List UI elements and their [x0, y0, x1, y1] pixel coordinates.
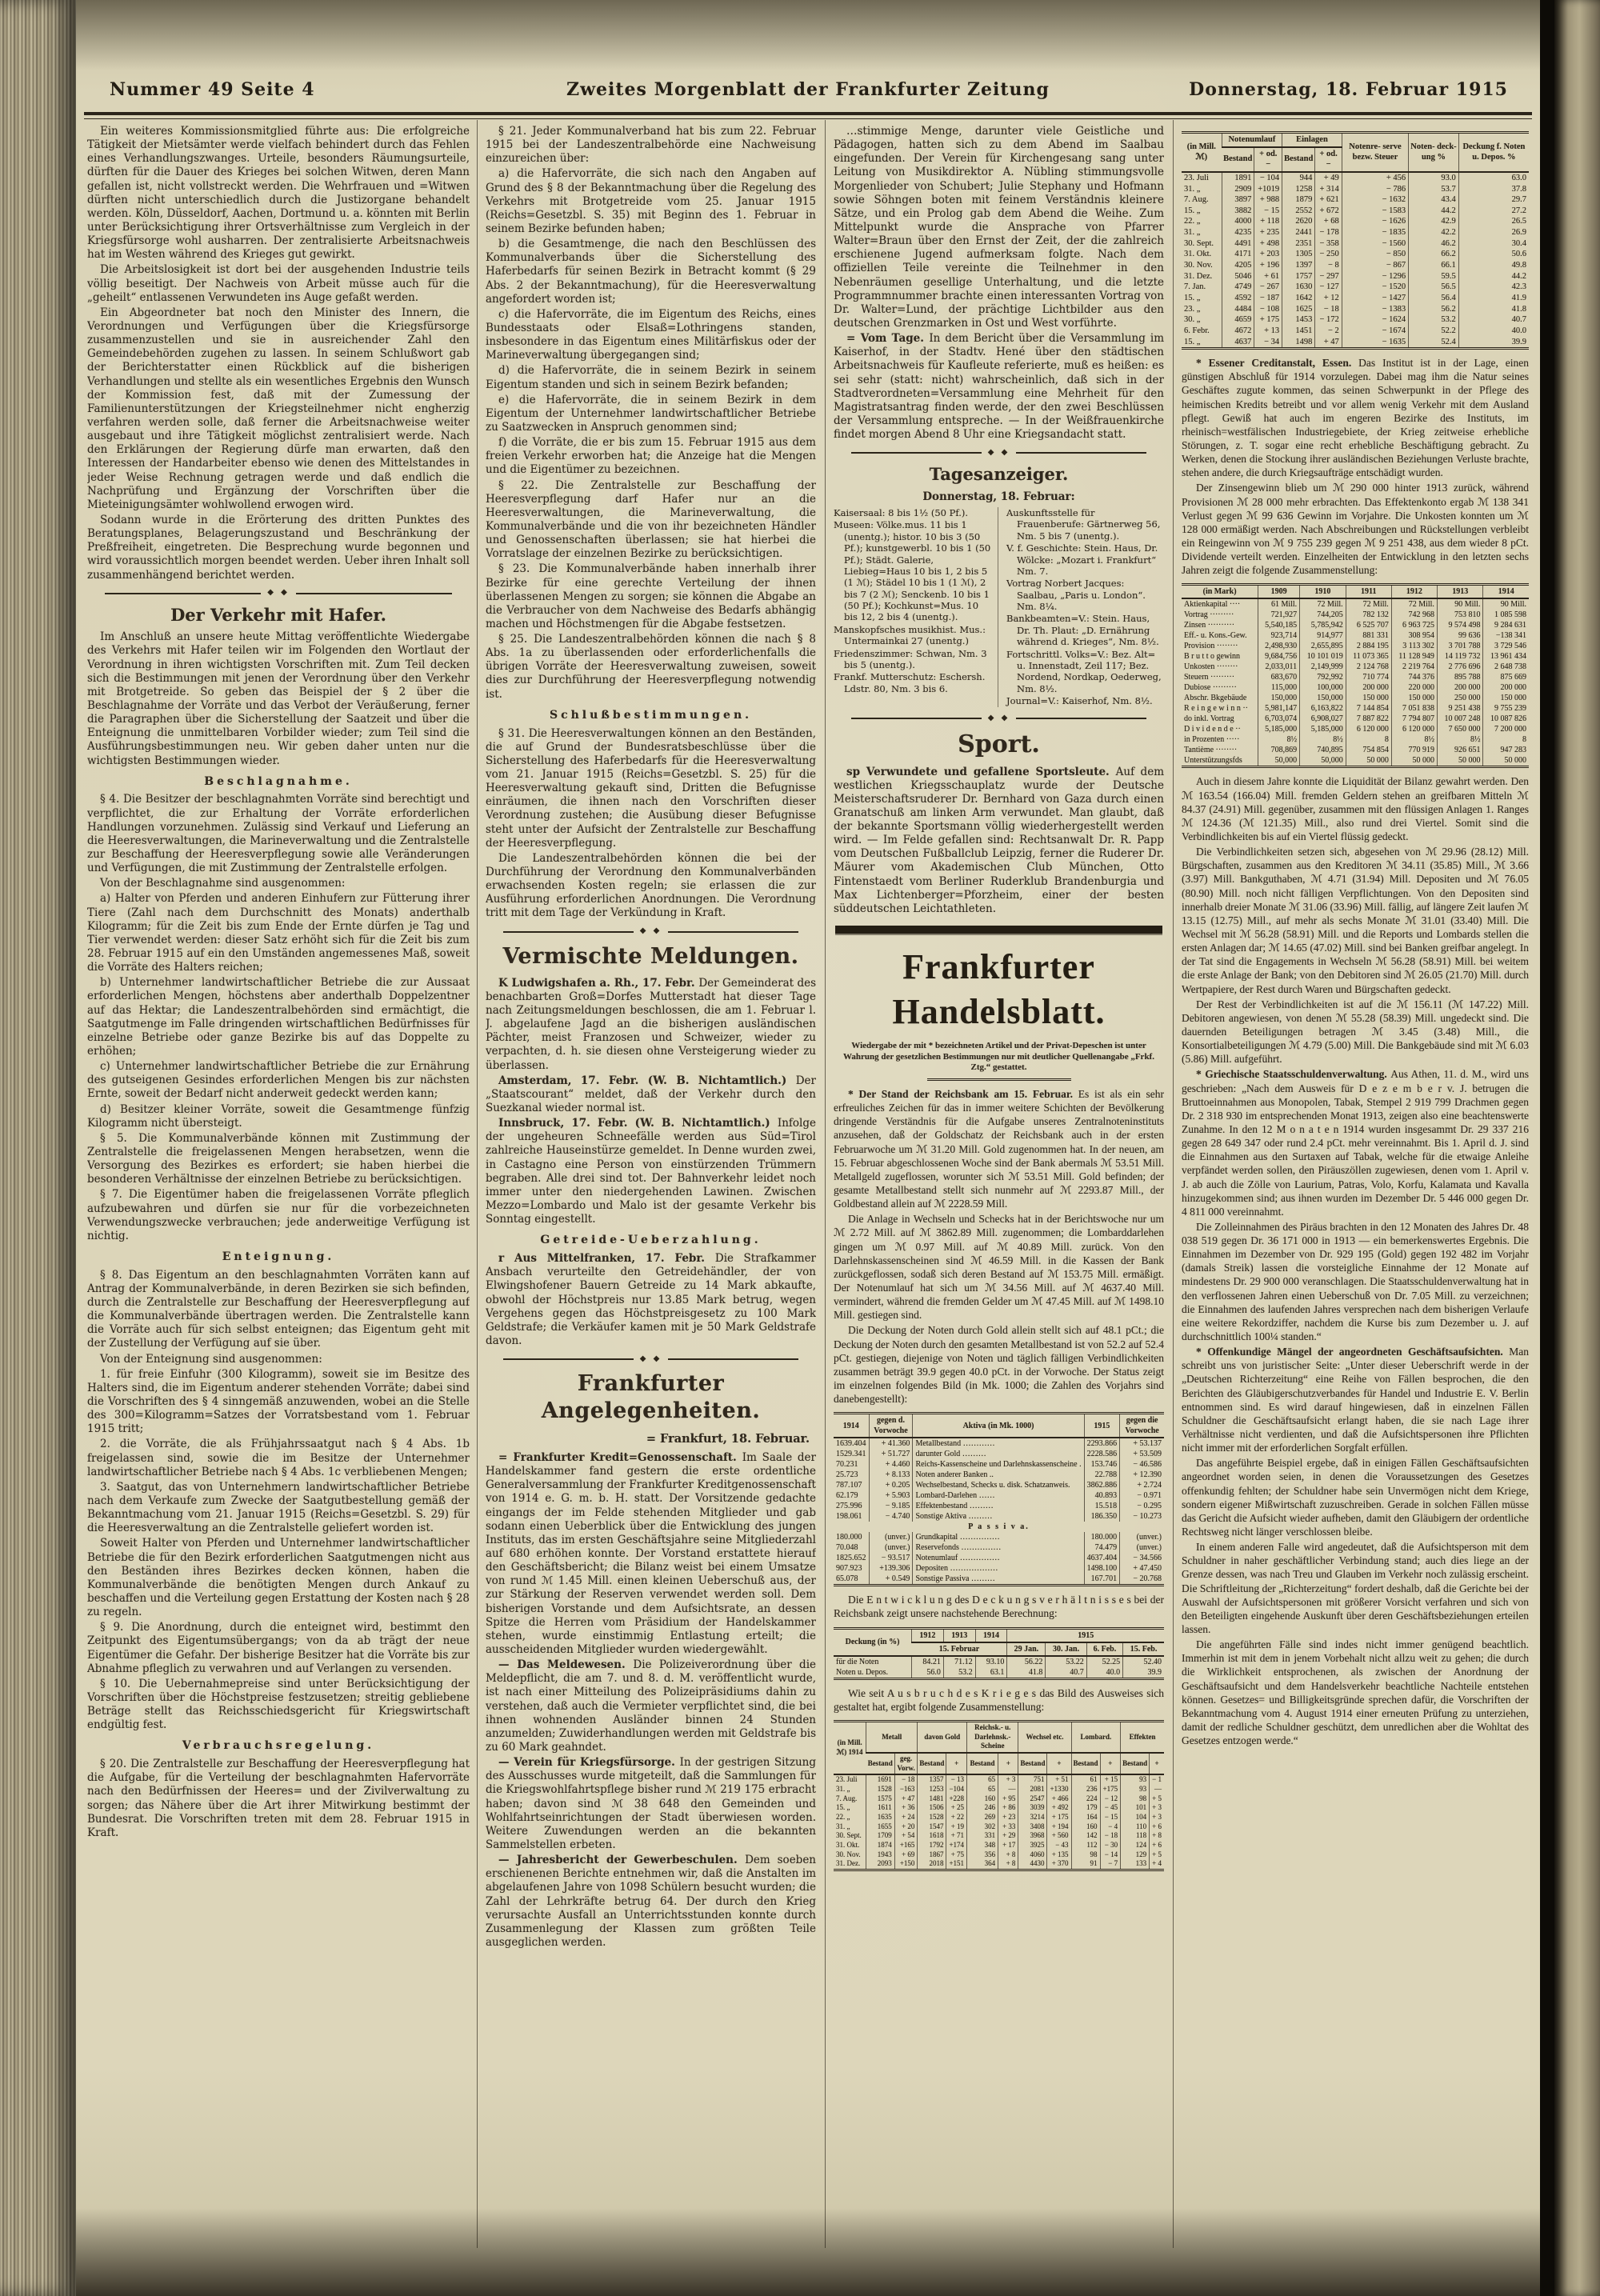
notenumlauf-table	[1182, 131, 1529, 350]
tagesanzeiger-date: Donnerstag, 18. Februar:	[922, 490, 1075, 503]
table-header-cell: Einlagen	[1282, 133, 1342, 147]
table-header-cell: Notenumlauf	[1222, 133, 1282, 147]
table-row: Provision ········ 2,498,930 2,655,895 2 884 195 3 113 302 3 701 788 3 729 546	[1182, 641, 1529, 651]
paragraph: Die Arbeitslosigkeit ist dort bei der ausgehenden Industrie teils völlig beseitigt. Der Nachweis von Arbeit müsse auch für die „geheilt“ entlassenen Verwundeten ins Auge gefaßt werden.	[87, 263, 470, 304]
paragraph: Von der Enteignung sind ausgenommen:	[100, 1352, 322, 1366]
table-row: Aktienkapital ···· 61 Mill. 72 Mill. 72 Mill. 72 Mill. 90 Mill. 90 Mill.	[1182, 598, 1529, 610]
verordnung-continued	[486, 125, 816, 702]
subheading-schlussbestimmungen: Schlußbestimmungen.	[549, 708, 753, 722]
data-table	[834, 1412, 1164, 1586]
table-row: 70.231 + 4.460 Reichs-Kassenscheine und Darlehnskassenscheine . 153.746 − 46.586	[834, 1459, 1164, 1470]
table-header-cell: davon Gold	[918, 1721, 967, 1753]
newspaper-page	[76, 0, 1540, 2296]
table-header-cell: Bestand	[1222, 147, 1254, 172]
table-header-cell: +	[1150, 1753, 1164, 1774]
column-2	[486, 125, 816, 2242]
sport-section	[834, 766, 1164, 917]
table-header-cell: Bestand	[967, 1753, 998, 1774]
kriegs-entwicklung-table	[834, 1720, 1164, 1871]
table-row: 1639.404 + 41.360 Metallbestand ………… 2293.866 + 53.137	[834, 1438, 1164, 1449]
paragraph: …stimmige Menge, darunter viele Geistliche und Pädagogen, hatten sich zu dem Abend im Saalbau eingefunden. Der Verein für Kirchengesang sang unter Leitung von Musikdirektor A. Nübling stimmungsvolle Morgenlieder von Schubert; Julie Stephany und Hofmann sowie Söhngen boten mit feinem Verständnis kleinere Sätze, und ein Prolog gab dem Abend die Weihe. Zum Mittelpunkt wurde die Ansprache von Pfarrer Walter=Braun über den Ernst der Zeit, der die zahlreich erschienene Jugend aufmerksam folgte. Nach dem offiziellen Teile vereinte die Teilnehmer in den Nebenräumen gesellige Unterhaltung, und die letzte Programmnummer brachte einen interessanten Vortrag von Dr. Walter=Lund, der prächtige Lichtbilder aus den deutschen Grenzmarken in Ost und West vorführte.	[834, 125, 1164, 330]
table-row: Zinsen ·········· 5,540,185 5,785,942 6 525 707 6 963 725 9 574 498 9 284 631	[1182, 620, 1529, 630]
column-divider	[1173, 120, 1174, 2248]
table-header-cell: Reichsk.- u. Darlehnsk.-Scheine	[967, 1721, 1018, 1753]
paragraph: § 9. Die Anordnung, durch die enteignet wird, bestimmt den Zeitpunkt des Eigentumsübergangs; von da ab trägt der neue Eigentümer die Gefahr. Der bisherige Besitzer hat die Vorräte bis zur Abnahme pfleglich zu verwahren und auf Verlangen zu versenden.	[87, 1621, 470, 1675]
issue-date: Donnerstag, 18. Februar 1915	[1189, 79, 1508, 100]
paragraph: sp Verwundete und gefallene Sportsleute. Auf dem westlichen Kriegsschauplatz wurde der Deutsche Meisterschaftsruderer Dr. Bernhard von Gaza durch einen Granatschuß am linken Arm verwundet. Man glaubt, daß der bekannte Sportsmann völlig wiederhergestellt werden wird. — Im Felde gefallen sind: Rechtsanwalt Dr. R. Papp vom Deutschen Fußballclub Leipzig, ferner die Ruderer Dr. Mäurer vom Akademischen Club München, Otto Fintenstaedt vom Berliner Ruderklub Brandenburgia und Max Lichtenberger=Pforzheim, einer der besten süddeutschen Leichtathleten.	[834, 765, 1164, 915]
table-header-cell: Bestand	[866, 1753, 895, 1774]
subheading-getreide: Getreide-Ueberzahlung.	[540, 1234, 762, 1247]
table-row: 7. Jan. 4749 − 267 1630 − 127 − 1520 56.5 42.3	[1182, 282, 1529, 293]
page-number: Nummer 49 Seite 4	[110, 79, 315, 100]
paragraph: Sodann wurde in die Erörterung des dritten Punktes des Beratungsplanes, Belagerungszustand und Beschränkung der Preßfreiheit, eingetreten. Die Besprechung wurde begonnen und wird voraussichtlich morgen beendet werden. Ueber ihren Inhalt soll zusammenhängend berichtet werden.	[87, 513, 470, 582]
table-header-cell: 15. Feb.	[1123, 1642, 1164, 1656]
table-header-cell: 1910	[1300, 585, 1346, 599]
paragraph: Amsterdam, 17. Febr. (W. B. Nichtamtlich.) Der „Staatscourant“ meldet, daß der Verkehr durch den Suezkanal wieder normal ist.	[486, 1074, 816, 1115]
table-header-cell: 1913	[1437, 585, 1483, 599]
data-table	[834, 1627, 1164, 1680]
data-table	[834, 1720, 1164, 1871]
paragraph: § 20. Die Zentralstelle zur Beschaffung der Heeresverpflegung hat die Aufgabe, für die Verteilung der beschlagnahmten Hafervorräte nach den Bedürfnissen der Heeres= und der Zivilverwaltung zu sorgen; das Nähere über die Art ihrer Mitwirkung bestimmt der Bundesrat. Die Vorschriften treten mit dem 28. Februar 1915 in Kraft.	[87, 1758, 470, 1839]
table-header-cell: 1912	[912, 1628, 944, 1642]
ornament-divider: ◆ ◆	[503, 1356, 798, 1362]
column-4	[1182, 125, 1529, 2242]
table-row: 31. „ 2909 +1019 1258 + 314 − 786 53.7 37.8	[1182, 184, 1529, 195]
book-page-edges	[0, 0, 76, 2296]
table-row: 787.107 + 0.205 Wechselbestand, Schecks u. disk. Schatzanweis. 3862.886 + 2.724	[834, 1480, 1164, 1490]
paragraph: Die Verbindlichkeiten setzen sich, abgesehen von ℳ 29.96 (28.12) Mill. Bürgschaften, zusammen aus den Kreditoren ℳ 34.11 (35.85) Mill., ℳ 3.66 (3.97) Mill. Bankguthaben, ℳ 4.71 (31.94) Mill. Depositen und ℳ 76.05 (80.90) Mill. noch nicht fälligen Verpflichtungen. Von den Depositen sind innerhalb dreier Monate ℳ 31.06 (33.96) Mill. fällig, auf längere Zeit laufen ℳ 13.15 (12.75) Mill., auf mehr als sechs Monate ℳ 31.01 (33.40) Mill. Die Wechsel mit ℳ 56.28 (58.91) Mill. und die Reports und Lombards stellen die ersten Anlagen dar; ℳ 14.65 (47.02) Mill. sind bei Banken greifbar angelegt. In der Tat sind die Engagements in Wechseln ℳ 56.28 (58.91) Mill. bei weitem die erste Anlage der Bank; von den Debitoren sind ℳ 26.05 (21.70) Mill. durch Wertpapiere, der Rest durch Waren und Bürgschaften gedeckt.	[1182, 846, 1529, 995]
paragraph: § 8. Das Eigentum an den beschlagnahmten Vorräten kann auf Antrag der Kommunalverbände, in deren Bezirken sie sich befinden, durch die Zentralstelle zur Beschaffung der Heeresverpflegung auf die Kommunalverbände übertragen werden. Die Zentralstelle kann die Vorräte auch für sich selbst enteignen; das Eigentum geht mit der Zustellung der Verfügung auf sie über.	[87, 1268, 470, 1350]
ausbruch-intro: Wie seit A u s b r u c h d e s K r i e g e s das Bild des Ausweises sich gestaltet hat, ergibt folgende Zusammenstellung:	[834, 1686, 1164, 1713]
table-row: 23. „ 4484 − 108 1625 − 18 − 1383 56.2 41.8	[1182, 304, 1529, 315]
table-header-cell: +	[1100, 1753, 1121, 1774]
table-header-cell: 1911	[1346, 585, 1391, 599]
verbrauchsregelung-section	[87, 1758, 470, 1840]
listing-line: V. f. Geschichte: Stein. Haus, Dr. Wölcke: „Mozart i. Frankfurt“ Nm. 7.	[1006, 542, 1158, 577]
table-header-cell: 1914	[1483, 585, 1529, 599]
table-header-cell: Bestand	[1071, 1753, 1100, 1774]
paragraph: — Das Meldewesen. Die Polizeiverordnung über die Meldepflicht, die am 7. und 8. d. M. veröffentlicht wurde, ist nach einer Mitteilung des Polizeipräsidiums dahin zu verstehen, daß auch die Vermieter verpflichtet sind, die bei ihnen wohnenden Ausländer binnen 24 Stunden anzumelden; Zuwiderhandlungen werden mit Geldstrafe bis zu 60 Mark geahndet.	[486, 1658, 816, 1754]
table-row: 275.996 − 9.185 Effektenbestand ……… 15.518 − 0.295	[834, 1501, 1164, 1511]
listing-line: Journal=V.: Kaiserhof, Nm. 8½.	[1006, 695, 1153, 707]
paragraph: § 23. Die Kommunalverbände haben innerhalb ihrer Bezirke für eine gerechte Verteilung der ihnen überlassenen Mengen zu sorgen; sie können die Abgabe an die Verbraucher von dem Nachweise des Bedarfs abhängig machen und Höchstmengen für die Abgabe festsetzen.	[486, 562, 816, 630]
table-row: 30. Sept. 1709 + 54 1618 + 71 331 + 29 3968 + 560 142 − 18 118 + 8	[834, 1831, 1164, 1841]
table-row: 15. „ 4592 − 187 1642 + 12 − 1427 56.4 41.9	[1182, 293, 1529, 304]
table-row: 30. „ 4659 + 175 1453 − 172 − 1624 53.2 40.7	[1182, 314, 1529, 326]
beschlagnahme-section	[87, 793, 470, 1243]
table-header-cell: + od. −	[1254, 147, 1282, 172]
table-row: B r u t t o gewinn 9,684,756 10 101 019 11 073 365 11 128 949 14 119 732 13 961 434	[1182, 651, 1529, 662]
table-row: 31. Okt. 4171 + 203 1305 − 250 − 850 66.2 50.6	[1182, 249, 1529, 260]
paragraph: Ein weiteres Kommissionsmitglied führte aus: Die erfolgreiche Tätigkeit der Mietsämter werde vielfach behindert durch das Fehlen eines Verhandlungszwanges. Urteile, besonders Räumungsurteile, dürften für die Dauer des Krieges bei solchen Witwen, deren Mann gefallen ist, nicht vollstreckt werden. Die Wehrfrauen und =Witwen dürften nicht unterschiedlich durch die Justizorgane behandelt werden. Köln, Düsseldorf, Aachen, Dortmund u. a. könnten mit Berlin unter Berücksichtigung ihrer Ortsverhältnisse zum Vergleich in der Kriegsfürsorge wohl ausharren. Der zentralisierte Arbeitsnachweis hat im Westen während des Krieges gut gewirkt.	[87, 125, 470, 262]
table-header-cell: Noten- deck- ung %	[1409, 133, 1459, 172]
paragraph: Der Zinsengewinn blieb um ℳ 290 000 hinter 1913 zurück, während Provisionen ℳ 28 000 mehr erbrachten. Das Effektenkonto ergab ℳ 138 341 Verlust gegen ℳ 99 636 Gewinn im Vorjahre. Die Unkosten konnten um ℳ 128 000 ermäßigt werden. Nach Abschreibungen und Rückstellungen verbleibt ein Reingewinn von ℳ 9 755 239 gegen ℳ 9 251 438, aus dem wieder 8 pCt. Dividende verteilt werden. Einzelheiten der Entwicklung in den letzten sechs Jahren zeigt die folgende Zusammenstellung:	[1182, 482, 1529, 577]
table-header-cell: Lombard.	[1071, 1721, 1121, 1753]
table-row: 25.723 + 8.133 Noten anderer Banken .. 22.788 + 12.390	[834, 1470, 1164, 1480]
copyright-notice: Wiedergabe der mit * bezeichneten Artikel und der Privat-Depeschen ist unter Wahrung der gesetzlichen Bestimmungen nur mit deutlicher Quellenangabe „Frkf. Ztg.“ gestattet.	[843, 1040, 1154, 1073]
table-header-cell: Bestand	[1121, 1753, 1150, 1774]
paragraph: b) die Gesamtmenge, die nach den Beschlüssen des Kommunalverbands über die Sicherstellung des Haferbedarfs für seinen Bezirk in Betracht kommt (§ 29 Abs. 2 der Bekanntmachung), für die Heeresverwaltung angefordert worden ist;	[486, 238, 816, 306]
table-row: 15. „ 1611 + 36 1506 + 25 246 + 86 3039 + 492 179 − 45 101 + 3	[834, 1803, 1164, 1813]
paragraph: * Der Stand der Reichsbank am 15. Februar. Es ist als ein sehr erfreuliches Zeichen für das in immer weitere Schichten der Bevölkerung dringende Verständnis für die Aufgabe unseres Zentralnoteninstituts anzusehen, daß der Goldschatz der Reichsbank auch in der ersten Februarwoche um ℳ 31.20 Mill. Gold zugenommen hat. In der neuen, am 15. Februar abgeschlossenen Woche sind der Bank abermals ℳ 53.51 Mill. Metallgeld zugeflossen, worunter sich ℳ 53.51 Mill. Gold befinden; der gesamte Metallbestand stellt sich nunmehr auf ℳ 2293.87 Mill., der Goldbestand allein auf ℳ 2228.59 Mill.	[834, 1088, 1164, 1210]
essener-creditanstalt-article	[1182, 356, 1529, 577]
table-row: 22. „ 4000 + 118 2620 + 68 − 1626 42.9 26.5	[1182, 216, 1529, 227]
listing-line: Kaisersaal: 8 bis 1½ (50 Pf.).	[834, 507, 968, 519]
table-row: P a s s i v a.	[968, 1522, 1030, 1532]
table-row: Eff.- u. Kons.-Gew. 923,714 914,977 881 331 308 954 99 636 −138 341	[1182, 630, 1529, 641]
table-header-cell: 30. Jan.	[1046, 1642, 1086, 1656]
paragraph: § 25. Die Landeszentralbehörden können die nach § 8 Abs. 1a zu überlassenden oder erforderlichenfalls die übrigen Vorräte der Heeresverwaltung zuweisen, soweit dies zur Durchführung der Heeresverpflegung notwendig ist.	[486, 633, 816, 701]
paragraph: — Jahresbericht der Gewerbeschulen. Dem soeben erschienenen Berichte entnehmen wir, daß die Anstalten im abgelaufenen Jahre von 1098 Schülern besucht wurden; die Zahl der Lehrkräfte betrug 64. Der durch den Krieg verursachte Ausfall an Unterrichtsstunden konnte durch Zusammenlegung der Klassen zum größten Teile ausgeglichen werden.	[486, 1854, 816, 1949]
section-bar	[835, 926, 1162, 934]
table-row: 31. „ 1655 + 20 1547 + 19 302 + 33 3408 + 194 160 − 4 110 + 6	[834, 1822, 1164, 1832]
table-header-cell: 6. Feb.	[1086, 1642, 1122, 1656]
getreide-section	[486, 1252, 816, 1348]
tagesanzeiger-left	[834, 507, 998, 707]
data-table	[1182, 583, 1529, 768]
paragraph: Auch in diesem Jahre konnte die Liquidität der Bilanz gewahrt werden. Den ℳ 163.54 (166.04) Mill. fremden Geldern stehen an greifbaren Mitteln ℳ 84.37 (24.91) Mill. gegenüber, zusammen mit den flüssigen Anlagen 1. Ranges ℳ 124.36 (ℳ 121.35) Mill., also rund drei Viertel. Somit sind die Verbindlichkeiten bis auf ein Viertel flüssig gedeckt.	[1182, 775, 1529, 842]
section-heading-handelsblatt: Frankfurter Handelsblatt.	[892, 947, 1106, 1031]
table-row: 907.923 +139.306 Depositen ……………… 1498.100 + 47.450	[834, 1563, 1164, 1574]
table-row: 30. Nov. 4205 + 196 1397 − 8 − 867 66.1 49.8	[1182, 260, 1529, 271]
subheading-beschlagnahme: Beschlagnahme.	[204, 774, 353, 788]
table-row: 31. Dez. 2093 +150 2018 +151 364 + 8 4430 + 370 91 − 7 133 + 4	[834, 1859, 1164, 1870]
table-header-cell: Bestand	[918, 1753, 946, 1774]
table-row: 65.078 + 0.549 Sonstige Passiva ……… 167.701 − 20.768	[834, 1574, 1164, 1586]
paragraph: § 4. Die Besitzer der beschlagnahmten Vorräte sind berechtigt und verpflichtet, die zur Erhaltung der Vorräte erforderlichen Handlungen vorzunehmen. Zulässig sind Verkauf und Lieferung an die Heeresverwaltungen, die Marineverwaltung und die Zentralstelle zur Beschaffung der Heeresverpflegung sowie alle Veränderungen und Verfügungen, die mit Zustimmung der Zentralstelle erfolgen.	[87, 793, 470, 875]
paragraph: * Essener Creditanstalt, Essen. Das Institut ist in der Lage, einen günstigen Abschluß für 1914 vorzulegen. Dabei mag ihm die Natur seines Geschäftes zugute kommen, das seinen Schwerpunkt in der Pflege des heimischen Kredits betreibt und vor allem wenig Verkehr mit dem Ausland pflegt. Gewiß hat auch im engeren Bezirke des Instituts, im rheinisch=westfälischen Industriegebiete, der Krieg zeitweise erhebliche Störungen, z. T. sogar eine recht erhebliche Beschäftigung gebracht. Zu Werken, denen die Stockung ihrer ausländischen Beziehungen Verluste brachte, stehen andere, die durch Kriegsaufträge entschädigt wurden.	[1182, 357, 1529, 479]
table-header-cell: Notenre- serve bezw. Steuer	[1342, 133, 1408, 172]
listing-line: Fortschrittl. Volks=V.: Bez. Alt= u. Innenstadt, Zeil 117; Bez. Nordend, Nordkap, Oederweg, Nm. 8½.	[1006, 648, 1162, 694]
table-row: 7. Aug. 1575 + 47 1481 +228 160 + 95 2547 + 466 224 − 12 98 + 5	[834, 1794, 1164, 1804]
paragraph: § 5. Die Kommunalverbände können mit Zustimmung der Zentralstelle die freigelassenen Mengen herabsetzen, wenn die Versorgung des Bezirkes es erfordert; sie haben hierbei die besonderen Verhältnisse der einzelnen Betriebe zu berücksichtigen.	[87, 1131, 470, 1186]
griechische-article	[1182, 1067, 1529, 1343]
table-row: Tantième ········ 708,869 740,895 754 854 770 919 926 651 947 283	[1182, 745, 1529, 755]
ornament-divider: ◆ ◆	[503, 929, 798, 935]
paragraph: d) die Hafervorräte, die in seinem Bezirk in seinem Eigentum standen und sich in seinem Bezirk befanden;	[486, 364, 816, 391]
paragraph: Von der Beschlagnahme sind ausgenommen:	[100, 877, 346, 890]
frankfurt-items	[486, 1451, 816, 1950]
paragraph: Die angeführten Fälle sind indes nicht immer genügend beachtlich. Immerhin ist mit dem in jenem Vorbehalt nicht allzu weit zu gehen; die durch die Wirklichkeit entsprochenen, als zwischen der Anordnung der Geschäftsaufsicht und dem Handelsverkehr beachtliche Nachteile entstehen können. Gesetzes= und Billigkeitsgründe sprechen dafür, die Vorschriften der Bekanntmachung vom 4. August 1914 einer erneuten Prüfung zu unterziehen, damit der redliche Schuldner geschützt, dem unredlichen aber die Wohltat des Gesetzes entzogen werde.“	[1182, 1638, 1529, 1747]
table-header-cell: (in Mill. ℳ)	[1182, 133, 1222, 172]
table-header-cell: gegen d. Vorwoche	[869, 1414, 913, 1438]
paragraph: Die Landeszentralbehörden können die bei der Durchführung der Verordnung den Kommunalverbänden erwachsenden Kosten regeln; sie erlassen die zur Ausführung erforderlichen Anordnungen. Die Verordnung tritt mit dem Tage der Verkündung in Kraft.	[486, 851, 816, 920]
table-row: Vortrag ········· 721,927 744,205 782 132 742 968 753 810 1 085 598	[1182, 610, 1529, 620]
paragraph: Im Anschluß an unsere heute Mittag veröffentlichte Wiedergabe des Verkehrs mit Hafer teilen wir im Folgenden den Wortlaut der Verordnung in ihren wichtigsten Vorschriften mit. Zum Teil decken sich die Bestimmungen mit jenen der Verordnung über den Verkehr mit Brotgetreide. So geben das Beispiel der § 2 über die Beschlagnahme der Vorräte und das Verbot der Veräußerung, ferner die Paragraphen über die Sicherstellung der Saatzeit und über die Enteignung die unmittelbaren Vorbilder wieder; zum Teil sind die Ausführungsbestimmungen neu. Wir geben daher unten nur die wichtigsten Bestimmungen wieder.	[87, 630, 470, 767]
listing-line: Frankf. Mutterschutz: Eschersh. Ldstr. 80, Nm. 3 bis 6.	[834, 671, 986, 694]
table-row: D i v i d e n d e ·· 5,185,000 5,185,000 6 120 000 6 120 000 7 650 000 7 200 000	[1182, 724, 1529, 734]
reichsbank-bilanz-table	[834, 1412, 1164, 1586]
paragraph: e) die Hafervorräte, die in seinem Bezirk in dem Eigentum der Unternehmer landwirtschaftlicher Betriebe zu Saatzwecken in Anspruch genommen sind;	[486, 393, 816, 434]
paragraph: Innsbruck, 17. Febr. (W. B. Nichtamtlich.) Infolge der ungeheuren Schneefälle werden aus Süd=Tirol zahlreiche Hauseinstürze gemeldet. In Denne wurden zwei, in Castagno eine Person von einstürzenden Trümmern begraben. Alle drei sind tot. Der Bahnverkehr leidet noch immer unter den niedergehenden Lawinen. Zwischen Mezzo=Lombardo und Malo ist der gesamte Verkehr bis Sonntag eingestellt.	[486, 1117, 816, 1226]
listing-line: Friedenszimmer: Schwan, Nm. 3 bis 5 (unentg.).	[834, 647, 987, 670]
paragraph: Soweit Halter von Pferden und Unternehmer landwirtschaftlicher Betriebe die für den Bezirk erforderlichen Saatgutmengen nicht aus den Beständen ihres Bezirkes decken können, haben die Kommunalverbände die benötigten Mengen durch Ankauf zu beschaffen und die Verteilung gegen Erstattung der Kosten nach § 28 zu regeln.	[87, 1537, 470, 1619]
subheading-verbrauchsregelung: Verbrauchsregelung.	[182, 1739, 375, 1753]
table-header-cell: +	[998, 1753, 1018, 1774]
tagesanzeiger-right	[1006, 507, 1164, 707]
notice-rule	[927, 1078, 1071, 1081]
table-row: 1529.341 + 51.727 darunter Gold ……… 2228.586 + 53.509	[834, 1449, 1164, 1459]
hafer-intro	[87, 630, 470, 767]
listing-line: Museen: Völke.mus. 11 bis 1 (unentg.); histor. 10 bis 3 (50 Pf.); kunstgewerbl. 10 bis 1 (50 Pf.); Städt. Galerie, Liebieg=Haus 10 bis 1, 2 bis 5 (1 ℳ); Städel 10 bis 1 (1 ℳ), 2 bis 7 (2 ℳ); Senckenb. 10 bis 1 (50 Pf.); Kochkunst=Mus. 10 bis 12, 2 bis 4 (unentg.).	[834, 519, 991, 623]
paragraph: § 31. Die Heeresverwaltungen können an den Beständen, die auf Grund der Bundesratsbeschlüsse über die Sicherstellung des Haferbedarfs für die Heeresverwaltung vom 21. Januar 1915 (Reichs=Gesetzbl. S. 25) für die Heeresverwaltung gekauft sind, Dritten die Befugnisse einräumen, die ihnen nach den Vorschriften dieser Verordnung zustehen; die Ausübung dieser Befugnisse steht unter der Aufsicht der Zentralstelle zur Beschaffung der Heeresverpflegung.	[486, 726, 816, 850]
commission-report	[87, 125, 470, 582]
masthead	[76, 79, 1540, 108]
table-row: in Prozenten ····· 8½ 8½ 8 8½ 8½ 8	[1182, 734, 1529, 745]
table-header-cell: 1913	[943, 1628, 975, 1642]
table-row: Abschr. Bkgebäude 150,000 150,000 150 000 150 000 250 000 150 000	[1182, 693, 1529, 703]
table-header-cell: 1909	[1258, 585, 1300, 599]
paragraph: c) die Hafervorräte, die im Eigentum des Reichs, eines Bundesstaats oder Elsaß=Lothringens standen, insbesondere in das Eigentum eines Militärfiskus oder der Marineverwaltung übergegangen sind;	[486, 307, 816, 362]
next-page-edge	[1554, 0, 1600, 2296]
table-header-cell: Bestand	[1018, 1753, 1047, 1774]
table-row: 1825.652 − 93.517 Notenumlauf …………… 4637.404 − 34.566	[834, 1553, 1164, 1563]
section-heading-vermischte: Vermischte Meldungen.	[502, 943, 799, 969]
table-row: 180.000 (unver.) Grundkapital …………… 180.000 (unver.)	[834, 1532, 1164, 1542]
column-3	[834, 125, 1164, 2242]
maengel-article	[1182, 1345, 1529, 1747]
table-row: Dubiose ········· 115,000 100,000 200 000 220 000 200 000 200 000	[1182, 682, 1529, 693]
table-header-cell: + od. −	[1315, 147, 1342, 172]
paragraph: § 21. Jeder Kommunalverband hat bis zum 22. Februar 1915 bei der Landeszentralbehörde eine Nachweisung einzureichen über:	[486, 125, 816, 166]
paragraph: a) die Hafervorräte, die sich nach den Angaben auf Grund des § 8 der Bekanntmachung über die Regelung des Verkehrs mit Brotgetreide vom 25. Januar 1915 (Reichs=Gesetzbl. S. 35) mit Beginn des 1. Februar in seinem Bezirke befunden haben;	[486, 167, 816, 235]
table-header-cell: 29 Jan.	[1007, 1642, 1046, 1656]
paragraph: Die Zolleinnahmen des Piräus brachten in den 12 Monaten des Jahres Dr. 48 038 519 gegen Dr. 36 171 000 in 1913 — ein bemerkenswertes Ergebnis. Die Einnahmen im Dezember von Dr. 929 195 (Gold) gegen 192 482 im Vorjahr (damals Streik) lassen die vorsteigliche Einnahme der 12 Monate auf mindestens Dr. 29 900 000 veranschlagen. Die Staatsschuldenverwaltung hat in den verflossenen Jahren einen Ueberschuß von Dr. 7.05 Mill. zu verzeichnen; die Einnahmen des laufenden Jahres versprechen nach dem bisherigen Verlaufe eine weitere Rekordziffer, nachdem die Kurse bis zum Dezember u. J. auf durchschnittlich 100¼ standen.“	[1182, 1220, 1529, 1343]
section-heading-sport: Sport.	[958, 730, 1040, 759]
schluss-section	[486, 727, 816, 921]
table-header-cell: geg. Vorw.	[894, 1753, 918, 1774]
paragraph: § 10. Die Uebernahmepreise sind unter Berücksichtigung der Vorschriften über die Höchstpreise festzusetzen; streitig gebliebene Beträge stellt das Reichsschiedsgericht für Kriegswirtschaft endgültig fest.	[87, 1677, 470, 1732]
table-row: 7. Aug. 3897 + 988 1879 + 621 − 1632 43.4 29.7	[1182, 194, 1529, 206]
table-header-cell: 1915	[1007, 1628, 1164, 1642]
table-header-cell: 1914	[834, 1414, 869, 1438]
paragraph: = Vom Tage. In dem Bericht über die Versammlung im Kaiserhof, in der Stadtv. Hené über den städtischen Arbeitsnachweis für Kaufleute referierte, muß es heißen: es sei sehr (statt: nicht) wahrscheinlich, daß sich in der Stadtverordneten=Versammlung eine Mehrheit für den Magistratsantrag finden werde, der den zwei Beschlüssen der Versammlung entspreche. — In der Weißfrauenkirche findet morgen Abend 8 Uhr eine Kriegsandacht statt.	[834, 332, 1164, 442]
table-header-cell: 15. Februar	[912, 1642, 1007, 1656]
table-row: 70.048 (unver.) Reservefonds …………… 74.479 (unver.)	[834, 1542, 1164, 1553]
paragraph: — Verein für Kriegsfürsorge. In der gestrigen Sitzung des Ausschusses wurde mitgeteilt, daß die Sammlungen für die Kriegswohlfahrtspflege bisher rund ℳ 219 175 erbracht haben; davon sind ℳ 38 648 den Gemeinden und Wohlfahrtseinrichtungen der Stadt überwiesen worden. Weitere Zuwendungen werden an die bekannten Sammelstellen erbeten.	[486, 1756, 816, 1851]
paragraph: Das angeführte Beispiel ergebe, daß in einigen Fällen Geschäftsaufsichten angeordnet worden seien, in denen die Voraussetzungen des Gesetzes offenkundig fehlten; der Schuldner habe sein Unvermögen nicht dem Kriege, sondern eigener Mißwirtschaft zuzuschreiben. Gerade in solchen Fällen müsse das Gericht die Aufsicht wieder aufheben, damit den Gläubigern der ordentliche Rechtsweg nicht länger verschlossen bleibe.	[1182, 1457, 1529, 1538]
data-table	[1182, 131, 1529, 350]
table-header-cell: gegen die Vorwoche	[1120, 1414, 1164, 1438]
table-header-cell: 1915	[1084, 1414, 1120, 1438]
masthead-rule	[84, 112, 1532, 119]
enteignung-section	[87, 1269, 470, 1733]
subheading-enteignung: Enteignung.	[222, 1250, 335, 1263]
ornament-divider: ◆ ◆	[851, 715, 1146, 722]
paragraph: * Griechische Staatsschuldenverwaltung. Aus Athen, 11. d. M., wird uns geschrieben: „Nach dem Ausweis für D e z e m b e r v. J. betrugen die Bruttoeinnahmen aus Monopolen, Tabak, Stempel 2 919 799 Drachmen gegen Dr. 2 318 930 im entsprechenden Monat 1913, zeigen also eine beachtenswerte Zunahme. In den 12 M o n a t e n 1914 wurden insgesammt Dr. 29 337 216 gegen 28 649 347 oder rund 2.4 pCt. mehr vereinnahmt. Bis 1. April d. J. sind die Einnahmen aus den Surtaxen auf Tabak, welche für die etwaige Anleihe verpfändet werden sollen, den Piräuszöllen zugewiesen, denen vom 1. April v. J. ab auch die Zölle von Laurium, Patras, Volo, Korfu, Kalamata und Kavalla hinzugekommen sind; aus ihnen wurden im Dezember Dr. 5 446 000 gegen Dr. 4 811 000 vereinnahmt.	[1182, 1068, 1529, 1218]
paragraph: c) Unternehmer landwirtschaftlicher Betriebe die zur Ernährung des gutseigenen Gesindes erforderlichen Mengen bis zur nächsten Ernte, soweit der Bedarf nicht anderweit gedeckt werden kann;	[87, 1060, 470, 1101]
article-heading-hafer: Der Verkehr mit Hafer.	[170, 604, 386, 625]
table-row: 31. „ 1528 −163 1253 −104 65 — 2081 +1330 236 +175 93 —	[834, 1785, 1164, 1794]
table-row: Steuern ········· 683,670 792,992 710 774 744 376 895 788 875 669	[1182, 672, 1529, 682]
column-divider	[477, 120, 478, 2248]
table-row: Unterstützungsfds 50,000 50,000 50 000 50 000 50 000 50 000	[1182, 755, 1529, 767]
paragraph: Die Deckung der Noten durch Gold allein stellt sich auf 48.1 pCt.; die Deckung der Noten durch den gesamten Metallbestand ist von 52.2 auf 52.4 pCt. gestiegen, diejenige von Noten und täglich fälligen Verbindlichkeiten zusammen beträgt 39.9 gegen 40.0 pCt. in der Vorwoche. Der Status zeigt im einzelnen folgendes Bild (in Mk. 1000; die Zahlen des Vorjahrs sind danebengestellt):	[834, 1324, 1164, 1406]
table-header-cell: +	[946, 1753, 967, 1774]
column-divider	[825, 120, 826, 2248]
paragraph: Ein Abgeordneter bat noch den Minister des Innern, die Verordnungen und Verfügungen über die Kriegsfürsorge zusammenzustellen und sie in ausreichender Zahl den Gemeindebehörden zugehen zu lassen. In seinem Schlußwort gab der Berichterstatter einen Rückblick auf die bisherigen Verhandlungen und stellte als ein wesentliches Ergebnis den Wunsch der Kommission fest, daß mit der Zumessung der Familienunterstützungen der Kriegsteilnehmer nicht engherzig verfahren werden solle, daß ferner die Arbeitsnachweise weiter ausgebaut und ihre Tätigkeit möglichst zentralisiert werde. Nach den Erklärungen der Regierung dürfe man erwarten, daß den Interessen der Handarbeiter ebenso wie denen des Mittelstandes in jeder Weise Rechnung getragen werde und daß endlich die Nachprüfung und Ergänzung der Vorschriften über die Mieteinigungsämter wohlwollend erwogen wird.	[87, 306, 470, 511]
paragraph: 2. die Vorräte, die als Frühjahrssaatgut nach § 4 Abs. 1b freigelassen sind, sowie die im Besitze der Unternehmer landwirtschaftlicher Betriebe nach § 4 Abs. 1c verbliebenen Mengen;	[87, 1438, 470, 1478]
paragraph: a) Halter von Pferden und anderen Einhufern zur Fütterung ihrer Tiere (Zahl nach dem Durchschnitt des Monats) anderthalb Kilogramm; für die Zeit bis zum Ende der Ernte dürfen je Tag und Tier verwendet werden: dieser Satz erhöht sich für die Zeit bis zum 28. Februar 1915 auf ein den Umständen angemessenes Maß, soweit die Vorräte des Halters reichen;	[87, 892, 470, 974]
table-row: 23. Juli 1891 − 104 944 + 49 + 456 93.0 63.0	[1182, 172, 1529, 184]
listing-line: Auskunftsstelle für Frauenberufe: Gärtnerweg 56, Nm. 5 bis 7 (unentg.).	[1006, 507, 1161, 542]
table-row: Unkosten ········ 2,033,011 2,149,999 2 124 768 2 219 764 2 776 696 2 648 738	[1182, 662, 1529, 672]
paragraph: * Offenkundige Mängel der angeordneten Geschäftsaufsichten. Man schreibt uns von juristischer Seite: „Unter dieser Ueberschrift werde in der „Deutschen Richterzeitung“ eine Reihe von Fällen besprochen, die den Berichten des Gläubigerschutzverbandes für Handel und Industrie E. V. Berlin entnommen sind. Es wird darauf hingewiesen, daß in einzelnen Fällen Schuldner die Geschäftsaufsicht erlangt haben, die sie nach Lage ihrer Verhältnisse nicht verdienten, und daß die Aufsichtspersonen ihre Pflichten nicht immer mit der erforderlichen Sorgfalt erfüllen.	[1182, 1346, 1529, 1454]
paragraph: b) Unternehmer landwirtschaftlicher Betriebe die zur Aussaat erforderlichen Mengen, höchstens aber anderthalb Doppelzentner auf das Hektar; die Landeszentralbehörden sind ermächtigt, die Saatgutmenge im Falle dringenden wirtschaftlichen Bedürfnisses für einzelne Betriebe oder ganze Bezirke bis auf das Doppelte zu erhöhen;	[87, 976, 470, 1058]
section-heading-tagesanzeiger: Tagesanzeiger.	[929, 464, 1069, 485]
listing-line: Vortrag Norbert Jacques: Saalbau, „Paris u. London“. Nm. 8¼.	[1006, 578, 1146, 613]
table-header-cell: Deckung (in %)	[834, 1628, 912, 1656]
table-row: 15. „ 3882 − 15 2552 + 672 − 1583 44.2 27.2	[1182, 206, 1529, 217]
table-row: R e i n g e w i n n ·· 5,981,147 6,163,822 7 144 854 7 051 838 9 251 438 9 755 239	[1182, 703, 1529, 714]
table-header-cell: Aktiva (in Mk. 1000)	[913, 1414, 1084, 1438]
paragraph: § 7. Die Eigentümer haben die freigelassenen Vorräte pfleglich aufzubewahren und dürfen sie nur für die vorbezeichneten Verwendungszwecke verbrauchen; jede anderweitige Verfügung ist nichtig.	[87, 1188, 470, 1242]
deckung-table	[834, 1627, 1164, 1680]
tagesanzeiger-listing	[834, 507, 1164, 707]
table-row: Noten u. Depos. 56.0 53.2 63.1 41.8 40.7 40.0 39.9	[834, 1667, 1164, 1679]
paragraph: § 22. Die Zentralstelle zur Beschaffung der Heeresverpflegung darf Hafer nur an die Heeresverwaltungen, die Marineverwaltung, die Kommunalverbände und die von ihr bezeichneten Händler und Genossenschaften überlassen; sie hat hierbei die Vorratslage der einzelnen Bezirke zu berücksichtigen.	[486, 478, 816, 561]
paragraph: Der Rest der Verbindlichkeiten ist auf die ℳ 156.11 (ℳ 147.22) Mill. Debitoren angewiesen, von denen ℳ 55.28 (58.39) Mill. ungedeckt sind. Die dauernden Beteiligungen betragen ℳ 3.45 (3.48) Mill., die Konsortialbeteiligungen ℳ 4.79 (5.00) Mill. Die Bankgebäude sind mit ℳ 6.03 (5.86) Mill. aufgeführt.	[1182, 998, 1529, 1066]
table-row: 62.179 + 5.903 Lombard-Darlehen …… 40.893 − 0.971	[834, 1490, 1164, 1501]
table-row: für die Noten 84.21 71.12 93.10 56.22 53.22 52.25 52.40	[834, 1656, 1164, 1667]
listing-line: Bankbeamten=V.: Stein. Haus, Dr. Th. Plaut: „D. Ernährung während d. Krieges“, Nm. 8½.	[1006, 613, 1159, 648]
reichsbank-article	[834, 1087, 1164, 1406]
table-header-cell: Deckung f. Noten u. Depos. %	[1458, 133, 1529, 172]
paragraph: In einem anderen Falle wird angedeutet, daß die Aufsichtsperson mit dem Schuldner in naher geschäftlicher Verbindung stand; auch dies liege an der Grenze dessen, was nach Treu und Glauben im Verkehr noch zulässig erscheint. Die Schriftleitung der „Richterzeitung“ fordert deshalb, daß die Gerichte bei der Auswahl der Aufsichtspersonen mit größerer Vorsicht verfahren und sich von den Beteiligten eingehende Auskunft über deren Geschäftsbeziehungen erteilen lassen.	[1182, 1541, 1529, 1635]
local-report-continued	[834, 125, 1164, 442]
listing-line: Manskopfsches musikhist. Mus.: Untermainkai 27 (unentg.)	[834, 623, 986, 647]
section-heading-frankfurter: Frankfurter Angelegenheiten.	[541, 1371, 761, 1424]
paragraph: r Aus Mittelfranken, 17. Febr. Die Strafkammer Ansbach verurteilte den Getreidehändler, der von Elwingshofener Bauern Getreide zu 14 Mark abkaufte, obwohl der Höchstpreis nur 13.85 Mark betrug, wegen Vergehens gegen das Höchstpreisgesetz zu 100 Mark Geldstrafe; die Verkäufer kamen mit je 50 Mark Geldstrafe davon.	[486, 1252, 816, 1347]
table-row: 31. „ 4235 + 235 2441 − 178 − 1835 42.2 26.9	[1182, 227, 1529, 238]
dateline-frankfurt: = Frankfurt, 18. Februar.	[646, 1431, 810, 1446]
table-row: 198.061 − 4.740 Sonstige Aktiva ……… 186.350 − 10.273	[834, 1511, 1164, 1522]
paragraph: 3. Saatgut, das von Unternehmern landwirtschaftlicher Betriebe nach dem Verkaufe zum Zwecke der Saatgutbestellung gemäß der Bekanntmachung vom 21. Januar 1915 (Reichs=Gesetzbl. S. 29) für die Heeresverwaltung an die Zentralstelle geliefert worden ist.	[87, 1480, 470, 1535]
ornament-divider: ◆ ◆	[851, 450, 1146, 456]
table-header-cell: Wechsel etc.	[1018, 1721, 1071, 1753]
paragraph: d) Besitzer kleiner Vorräte, soweit die Gesamtmenge fünfzig Kilogramm nicht übersteigt.	[87, 1102, 470, 1130]
column-1	[87, 125, 470, 2242]
paragraph: Die Anlage in Wechseln und Schecks hat in der Berichtswoche nur um ℳ 2.72 Mill. auf ℳ 3862.89 Mill. zugenommen; die Lombarddarlehen gingen um ℳ 0.97 Mill. auf ℳ 40.89 Mill. zurück. Von den Darlehnskassenscheinen sind ℳ 46.59 Mill. in die Kassen der Bank zurückgeflossen, sodaß sich deren Bestand auf ℳ 153.75 Mill. ermäßigt. Der Notenumlauf hat sich um ℳ 34.56 Mill. auf ℳ 4637.40 Mill. vermindert, während die fremden Gelder um ℳ 47.45 Mill. auf ℳ 1498.10 Mill. gestiegen sind.	[834, 1213, 1164, 1322]
table-header-cell: +	[1047, 1753, 1071, 1774]
handelsblatt-section	[834, 945, 1164, 1871]
table-row: 23. Juli 1691 − 18 1357 − 13 65 + 3 751 + 51 61 + 15 93 − 1	[834, 1774, 1164, 1785]
table-header-cell: 1914	[975, 1628, 1007, 1642]
deckung-intro: Die E n t w i c k l u n g des D e c k u n g s v e r h ä l t n i s s e s bei der Reichsbank zeigt unsere nachstehende Berechnung:	[834, 1594, 1164, 1620]
table-row: 30. Nov. 1943 + 69 1867 + 75 356 + 8 4060 + 135 98 − 14 129 + 5	[834, 1850, 1164, 1860]
table-row: 31. Dez. 5046 + 61 1757 − 297 − 1296 59.5 44.2	[1182, 271, 1529, 282]
table-row: 30. Sept. 4491 + 498 2351 − 358 − 1560 46.2 30.4	[1182, 238, 1529, 250]
paragraph: = Frankfurter Kredit=Genossenschaft. Im Saale der Handelskammer fand gestern die erste ordentliche Generalversammlung der Frankfurter Kreditgenossenschaft von 1914 e. G. m. b. H. statt. Der Vorsitzende gedachte eingangs der im Felde stehenden Mitglieder und gab sodann einen Ueberblick über die Entwicklung des jungen Instituts, das im ersten Geschäftsjahre seine Mitgliederzahl auf 680 erhöhen konnte. Der Vorstand erstattete hierauf den Geschäftsbericht; die Bilanz weist bei einem Umsatze von rund ℳ 1.45 Mill. einen kleinen Ueberschuß aus, der zur Stärkung der Reserven verwendet werden soll. Dem bisherigen Vorstande und dem Aufsichtsrate, an dessen Spitze die Herren vom Präsidium der Handelskammer stehen, wurde einstimmig Entlastung erteilt; die ausscheidenden Mitglieder wurden wiedergewählt.	[486, 1451, 816, 1656]
ornament-divider: ◆ ◆	[105, 590, 452, 597]
table-header-cell: (in Mill. ℳ) 1914	[834, 1721, 866, 1774]
page-gutter	[1540, 0, 1554, 2296]
table-row: 31. Okt. 1874 +165 1792 +174 348 + 17 3925 − 43 112 − 30 124 + 6	[834, 1841, 1164, 1850]
vermischte-items	[486, 977, 816, 1227]
essener-analysis	[1182, 774, 1529, 1066]
paragraph: f) die Vorräte, die er bis zum 15. Februar 1915 aus dem freien Verkehr erworben hat; die Anzeige hat die Mengen und die Eigentümer zu bezeichnen.	[486, 436, 816, 477]
table-header-cell: Effekten	[1121, 1721, 1164, 1753]
paragraph: 1. für freie Einfuhr (300 Kilogramm), soweit sie im Besitze des Halters sind, die im Eigentum anderer stehenden Vorräte; dabei sind die Vorschriften des § 4 sinngemäß anzuwenden, wobei an die Stelle des 300=Kilogramm=Satzes der Vorratsbestand vom 1. Februar 1915 tritt;	[87, 1367, 470, 1436]
table-header-cell: Metall	[866, 1721, 918, 1753]
edition-title: Zweites Morgenblatt der Frankfurter Zeitung	[566, 79, 1050, 100]
paragraph: K Ludwigshafen a. Rh., 17. Febr. Der Gemeinderat des benachbarten Groß=Dorfes Mutterstadt hat dieser Tage nach Zeitungsmeldungen beschlossen, die am 1. Februar l. J. abgelaufene Jagd an die bisherigen ausländischen Pächter, meist Franzosen und Schweizer, wieder zu verpachten, d. h. sie diesen ohne Versteigerung wieder zu überlassen.	[486, 976, 816, 1072]
table-header-cell: 1912	[1391, 585, 1437, 599]
jahresvergleich-table	[1182, 583, 1529, 768]
table-row: 15. „ 4637 − 34 1498 + 47 − 1635 52.4 39.9	[1182, 337, 1529, 349]
table-row: 22. „ 1635 + 24 1528 + 22 269 + 23 3214 + 175 164 − 15 104 + 3	[834, 1813, 1164, 1822]
table-header-cell: (in Mark)	[1182, 585, 1258, 599]
table-row: do inkl. Vortrag 6,703,074 6,908,027 7 887 822 7 794 807 10 007 248 10 087 826	[1182, 714, 1529, 724]
table-row: 6. Febr. 4672 + 13 1451 − 2 − 1674 52.2 40.0	[1182, 326, 1529, 337]
table-header-cell: Bestand	[1282, 147, 1315, 172]
